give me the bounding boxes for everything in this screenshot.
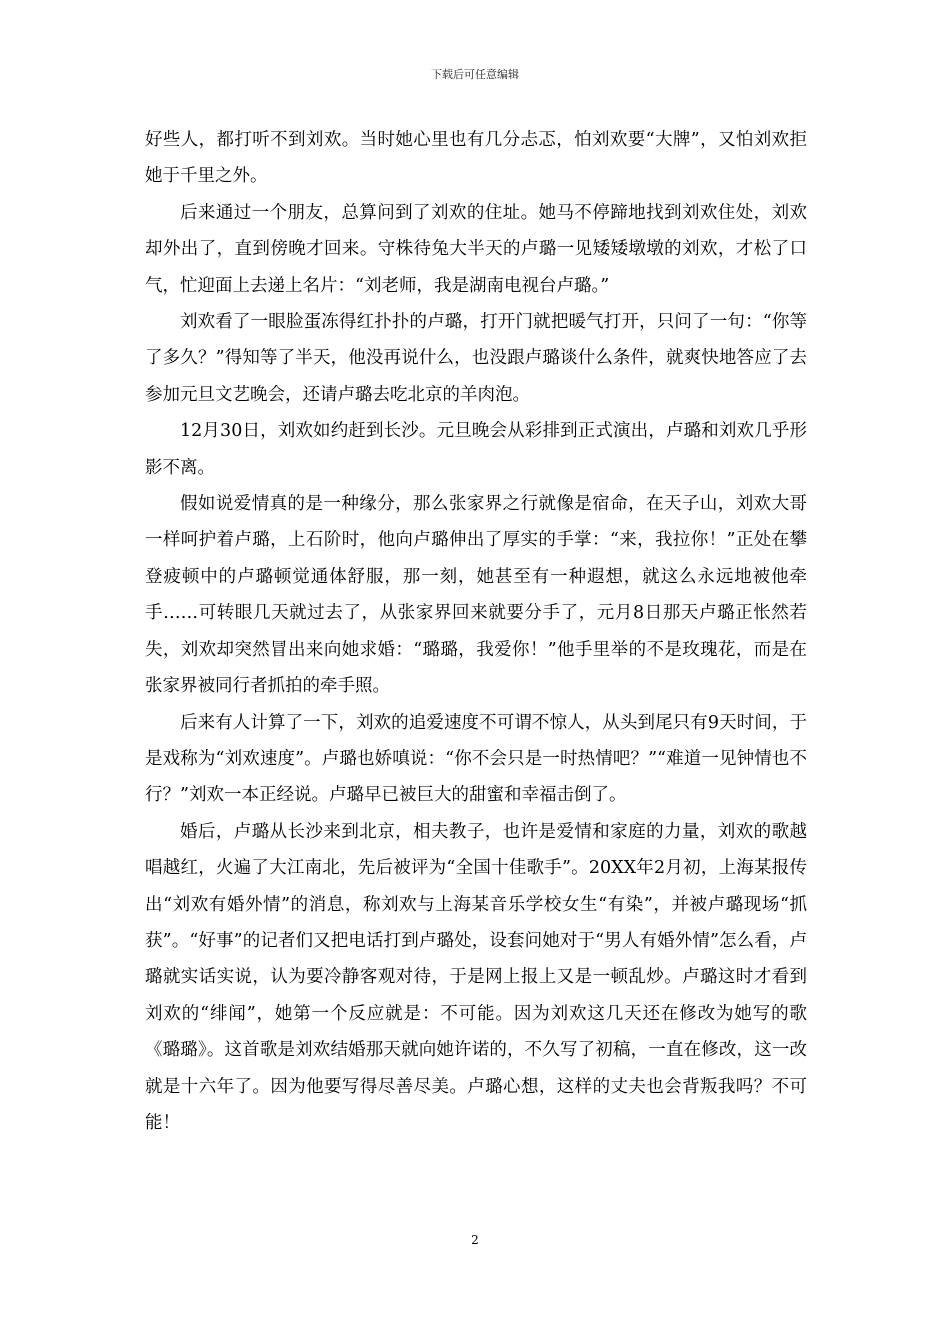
document-body (145, 122, 807, 1141)
paragraph-continuation: 好些人，都打听不到刘欢。当时她心里也有几分忐忑，怕刘欢要“大牌”，又怕刘欢拒她于千里之外。 (145, 130, 807, 187)
paragraph: 婚后，卢璐从长沙来到北京，相夫教子，也许是爱情和家庭的力量，刘欢的歌越唱越红，火遍了大江南北，先后被评为“全国十佳歌手”。20XX年2月初，上海某报传出“刘欢有婚外情”的消息，称刘欢与上海某音乐学校女生“有染”，并被卢璐现场“抓获”。“好事”的记者们又把电话打到卢璐处，设套问她对于“男人有婚外情”怎么看，卢璐就实话实说，认为要冷静客观对待，于是网上报上又是一顿乱炒。卢璐这时才看到刘欢的“绯闻”，她第一个反应就是：不可能。因为刘欢这几天还在修改为她写的歌《璐璐》。这首歌是刘欢结婚那天就向她许诺的，不久写了初稿，一直在修改，这一改就是十六年了。因为他要写得尽善尽美。卢璐心想，这样的丈夫也会背叛我吗？不可能！ (145, 821, 807, 1133)
page-header: 下载后可任意编辑 (431, 68, 519, 81)
paragraph: 刘欢看了一眼脸蛋冻得红扑扑的卢璐，打开门就把暖气打开，只问了一句：“你等了多久？”得知等了半天，他没再说什么，也没跟卢璐谈什么条件，就爽快地答应了去参加元旦文艺晚会，还请卢璐去吃北京的羊肉泡。 (145, 312, 807, 405)
paragraph: 假如说爱情真的是一种缘分，那么张家界之行就像是宿命，在天子山，刘欢大哥一样呵护着卢璐，上石阶时，他向卢璐伸出了厚实的手掌：“来，我拉你！”正处在攀登疲顿中的卢璐顿觉通体舒服，那一刻，她甚至有一种遐想，就这么永远地被他牵手……可转眼几天就过去了，从张家界回来就要分手了，元月8日那天卢璐正怅然若失，刘欢却突然冒出来向她求婚：“璐璐，我爱你！”他手里举的不是玫瑰花，而是在张家界被同行者抓拍的牵手照。 (145, 494, 807, 697)
paragraph: 12月30日，刘欢如约赶到长沙。元旦晚会从彩排到正式演出，卢璐和刘欢几乎形影不离。 (145, 421, 807, 478)
page-number: 2 (471, 1233, 479, 1247)
paragraph: 后来有人计算了一下，刘欢的追爱速度不可谓不惊人，从头到尾只有9天时间，于是戏称为“刘欢速度”。卢璐也娇嗔说：“你不会只是一时热情吧？”“难道一见钟情也不行？”刘欢一本正经说。卢璐早已被巨大的甜蜜和幸福击倒了。 (145, 712, 807, 806)
paragraph: 后来通过一个朋友，总算问到了刘欢的住址。她马不停蹄地找到刘欢住处，刘欢却外出了，直到傍晚才回来。守株待兔大半天的卢璐一见矮矮墩墩的刘欢，才松了口气，忙迎面上去递上名片：“刘老师，我是湖南电视台卢璐。” (145, 202, 807, 296)
